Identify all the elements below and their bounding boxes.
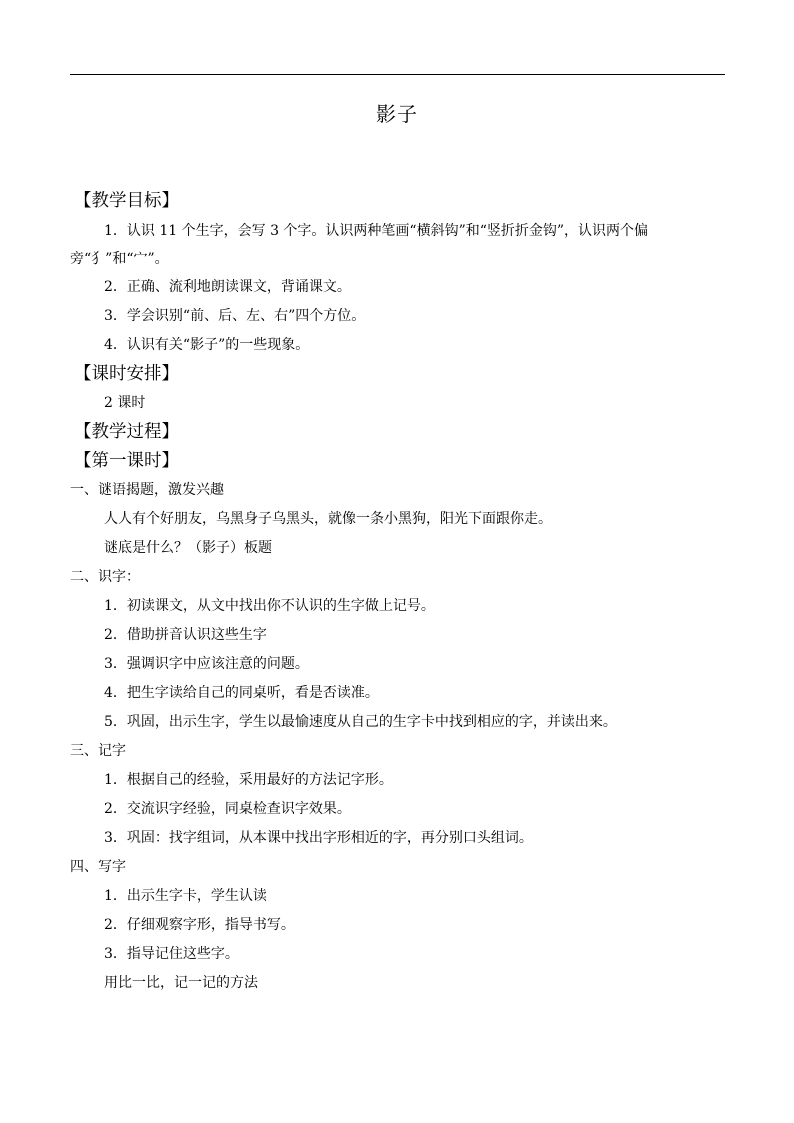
- schedule-heading: 【课时安排】: [74, 364, 179, 384]
- list-item: 4．把生字读给自己的同桌听，看是否读准。: [104, 685, 379, 701]
- goal-item: 4．认识有关“影子”的一些现象。: [104, 337, 310, 353]
- goal-item: 2．正确、流利地朗读课文，背诵课文。: [104, 279, 351, 295]
- list-item: 5．巩固，出示生字，学生以最愉速度从自己的生字卡中找到相应的字，并读出来。: [104, 714, 617, 730]
- list-item: 谜底是什么？（影子）板题: [104, 540, 272, 556]
- goals-heading: 【教学目标】: [74, 191, 179, 211]
- list-item: 2．借助拼音认识这些生字: [104, 627, 267, 643]
- header-rule: [70, 74, 725, 75]
- list-item: 1．出示生字卡，学生认读: [104, 888, 267, 904]
- goal-item: 1．认识 11 个生字，会写 3 个字。认识两种笔画“横斜钩”和“竖折折金钩”，认识两个偏旁“犭”和“宀”。: [70, 223, 649, 267]
- section-title: 一、谜语揭题，激发兴趣: [70, 482, 224, 498]
- list-item: 2．交流识字经验，同桌检查识字效果。: [104, 801, 351, 817]
- page-title: 影子: [376, 102, 418, 126]
- list-item: 3．指导记住这些字。: [104, 946, 239, 962]
- list-item: 3．强调识字中应该注意的问题。: [104, 656, 309, 672]
- list-item: 1．根据自己的经验，采用最好的方法记字形。: [104, 772, 393, 788]
- section-title: 四、写字: [70, 859, 126, 875]
- list-item: 1．初读课文，从文中找出你不认识的生字做上记号。: [104, 598, 435, 614]
- goal-item: 3．学会识别“前、后、左、右”四个方位。: [104, 308, 366, 324]
- process-heading: 【教学过程】: [74, 422, 179, 442]
- list-item: 用比一比，记一记的方法: [104, 975, 258, 991]
- section-title: 三、记字: [70, 743, 126, 759]
- document-body: [70, 187, 725, 998]
- list-item: 人人有个好朋友，乌黑身子乌黑头，就像一条小黑狗，阳光下面跟你走。: [104, 511, 552, 527]
- first-lesson-heading: 【第一课时】: [74, 451, 179, 471]
- section-title: 二、识字：: [70, 569, 140, 585]
- list-item: 3．巩固：找字组词，从本课中找出字形相近的字，再分别口头组词。: [104, 830, 533, 846]
- list-item: 2．仔细观察字形，指导书写。: [104, 917, 295, 933]
- schedule-text: 2 课时: [104, 395, 146, 411]
